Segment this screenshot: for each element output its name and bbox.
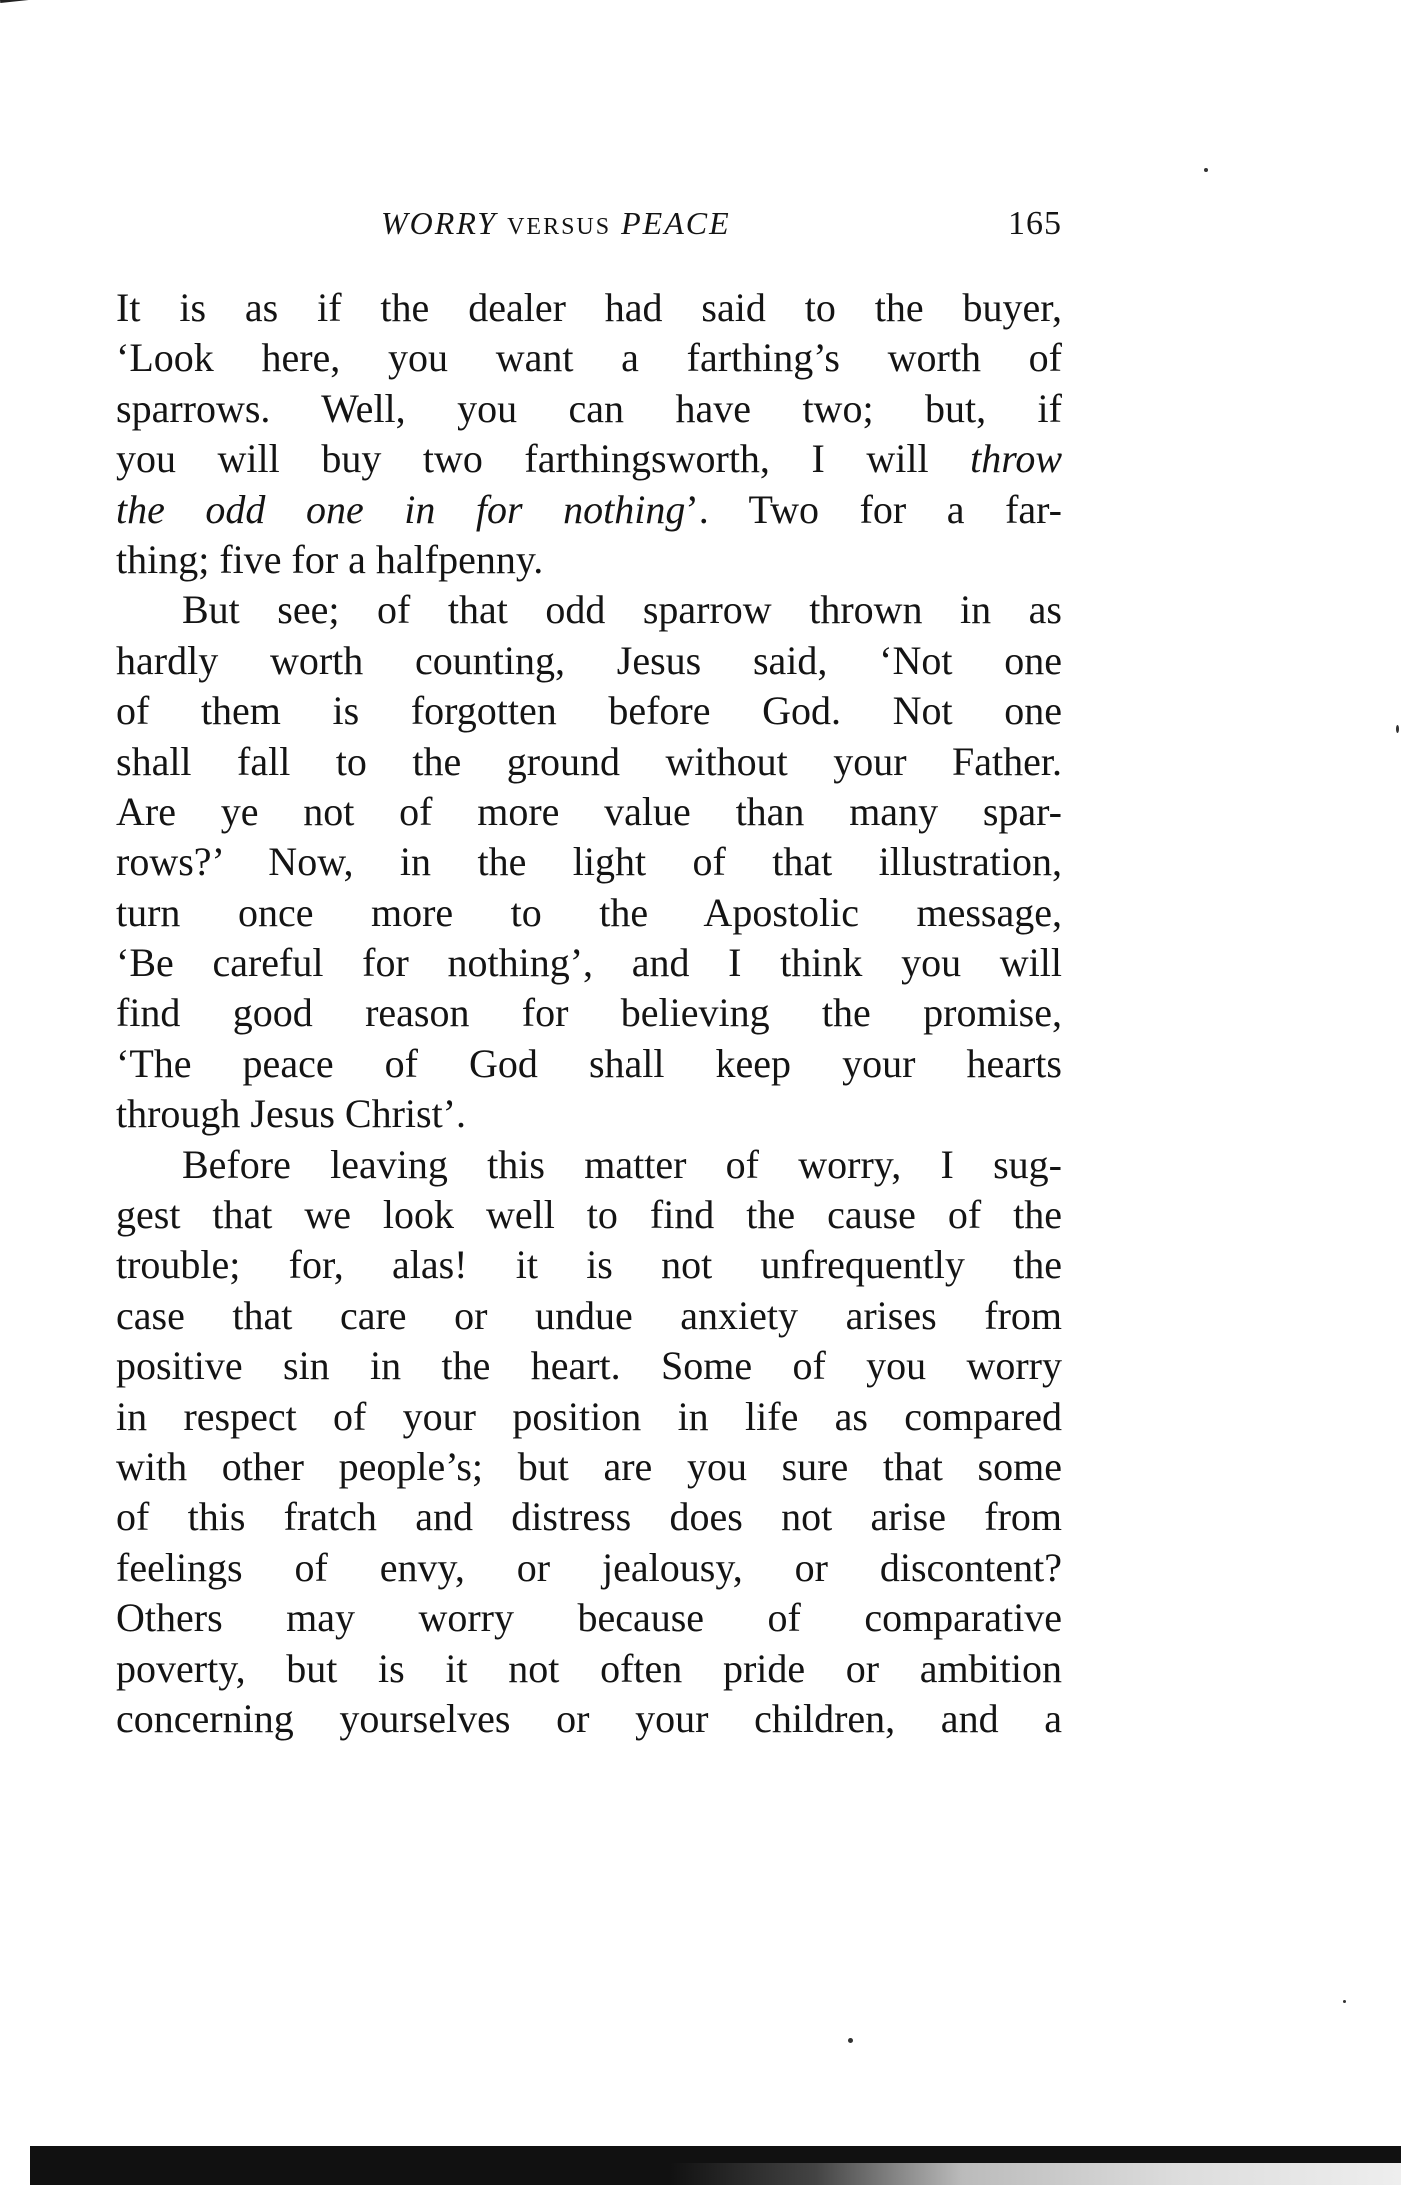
text-line: But see; of that odd sparrow thrown in as <box>182 587 1062 633</box>
scan-bottom-noise <box>670 2163 1401 2185</box>
text-line: ‘Look here, you want a farthing’s worth of <box>116 335 1062 381</box>
text-line: with other people’s; but are you sure that some <box>116 1443 1062 1489</box>
text-line: in respect of your position in life as compared <box>116 1393 1062 1439</box>
text-line: of this fratch and distress does not arise from <box>116 1494 1062 1540</box>
text-line: feelings of envy, or jealousy, or discontent? <box>116 1544 1062 1590</box>
italic-text-segment: throw <box>970 436 1062 482</box>
text-line: through Jesus Christ’. <box>116 1091 466 1137</box>
text-line: find good reason for believing the promise, <box>116 990 1062 1036</box>
text-line: Are ye not of more value than many spar- <box>116 788 1062 834</box>
text-line: positive sin in the heart. Some of you worry <box>116 1343 1062 1389</box>
running-head-title-part1: WORRY <box>381 205 498 241</box>
text-line: gest that we look well to find the cause of the <box>116 1192 1062 1238</box>
scan-speck <box>1396 725 1399 733</box>
text-line: Before leaving this matter of worry, I sug- <box>182 1141 1062 1187</box>
text-line: Others may worry because of comparative <box>116 1595 1062 1641</box>
scan-speck <box>1343 2000 1346 2003</box>
text-line: concerning yourselves or your children, and a <box>116 1695 1062 1741</box>
text-segment: you will buy two farthingsworth, I will <box>116 436 971 482</box>
scan-speck <box>1204 168 1208 172</box>
running-head-title <box>381 205 731 242</box>
text-line: It is as if the dealer had said to the buyer, <box>116 285 1062 330</box>
text-line: case that care or undue anxiety arises from <box>116 1292 1062 1338</box>
scan-corner-mark <box>0 0 71 17</box>
text-line: poverty, but is it not often pride or ambition <box>116 1645 1062 1691</box>
scan-speck <box>848 2038 853 2043</box>
text-line: sparrows. Well, you can have two; but, if <box>116 385 1062 431</box>
page-number: 165 <box>1008 205 1062 242</box>
italic-text-segment: the odd one in for nothing <box>116 486 686 532</box>
text-line: turn once more to the Apostolic message, <box>116 889 1062 935</box>
text-line: hardly worth counting, Jesus said, ‘Not one <box>116 637 1062 683</box>
text-line <box>116 434 1062 484</box>
text-line: of them is forgotten before God. Not one <box>116 688 1062 734</box>
body-text <box>116 283 1062 1744</box>
text-line: thing; five for a halfpenny. <box>116 536 544 582</box>
text-segment: ’. Two for a far- <box>685 486 1062 532</box>
running-head <box>116 205 1062 255</box>
text-line <box>116 485 1062 535</box>
text-line: ‘The peace of God shall keep your hearts <box>116 1040 1062 1086</box>
running-head-versus: VERSUS <box>507 214 612 240</box>
paragraph <box>116 1140 1062 1745</box>
text-line: shall fall to the ground without your Father. <box>116 738 1062 784</box>
text-line: rows?’ Now, in the light of that illustration, <box>116 839 1062 885</box>
running-head-title-part2: PEACE <box>621 205 731 241</box>
paragraph <box>116 283 1062 585</box>
paragraph <box>116 585 1062 1139</box>
text-line: ‘Be careful for nothing’, and I think you will <box>116 940 1062 986</box>
text-line: trouble; for, alas! it is not unfrequently the <box>116 1242 1062 1288</box>
